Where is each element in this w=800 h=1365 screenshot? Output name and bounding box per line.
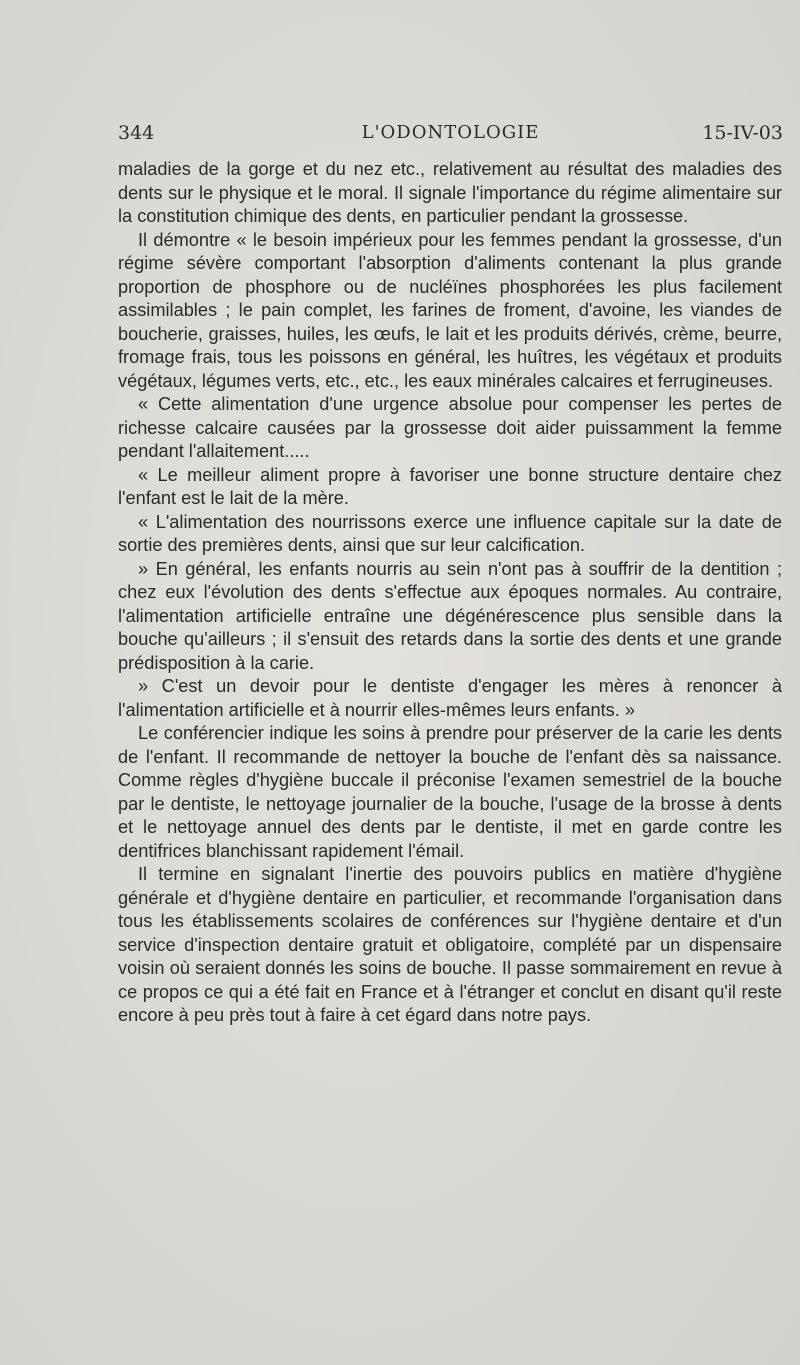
page-number: 344 [118,122,155,144]
article-body [118,158,782,1028]
paragraph-5: « L'alimentation des nourrissons exerce une influence capitale sur la date de sortie des premières dents, ainsi que sur leur calcification. [118,511,782,555]
running-header [118,122,783,152]
paragraph-3: « Cette alimentation d'une urgence absolue pour compenser les pertes de richesse calcaire causées par la grossesse doit aider puissamment la femme pendant l'allaitement..... [118,394,782,461]
journal-title: L'ODONTOLOGIE [361,122,540,143]
paragraph-4: « Le meilleur aliment propre à favoriser une bonne structure dentaire chez l'enfant est le lait de la mère. [118,464,782,508]
issue-date: 15-IV-03 [702,122,783,144]
paragraph-8: Le conférencier indique les soins à prendre pour préserver de la carie les dents de l'enfant. Il recommande de nettoyer la bouche de l'enfant dès sa naissance. Comme règles d'hygiène buccale il préconise l'examen semestriel de la bouche par le dentiste, le nettoyage journalier de la bouche, l'usage de la brosse à dents et le nettoyage annuel des dents par le dentiste, il met en garde contre les dentifrices blanchissant rapidement l'émail. [118,723,782,861]
paragraph-9: Il termine en signalant l'inertie des pouvoirs publics en matière d'hygiène générale et d'hygiène dentaire en particulier, et recommande l'organisation dans tous les établissements scolaires de conférences sur l'hygiène dentaire et d'un service d'inspection dentaire gratuit et obligatoire, complété par un dispensaire voisin où seraient donnés les soins de bouche. Il passe sommairement en revue à ce propos ce qui a été fait en France et à l'étranger et conclut en disant qu'il reste encore à peu près tout à faire à cet égard dans notre pays. [118,864,782,1025]
paragraph-1: maladies de la gorge et du nez etc., relativement au résultat des maladies des dents sur le physique et le moral. Il signale l'importance du régime alimentaire sur la constitution chimique des dents, en particulier pendant la grossesse. [118,159,782,226]
paragraph-7: » C'est un devoir pour le dentiste d'engager les mères à renoncer à l'alimentation artificielle et à nourrir elles-mêmes leurs enfants. » [118,676,782,720]
paragraph-6: » En général, les enfants nourris au sein n'ont pas à souffrir de la dentition ; chez eux l'évolution des dents s'effectue aux époques normales. Au contraire, l'alimentation artificielle entraîne une dégénérescence plus sensible dans la bouche qu'ailleurs ; il s'ensuit des retards dans la sortie des dents et une grande prédisposition à la carie. [118,558,782,673]
paragraph-2: Il démontre « le besoin impérieux pour les femmes pendant la grossesse, d'un régime sévère comportant l'absorption d'aliments contenant la plus grande proportion de phosphore ou de nucléïnes phosphorées les plus facilement assimilables ; le pain complet, les farines de froment, d'avoine, les viandes de boucherie, graisses, huiles, les œufs, le lait et les produits dérivés, crème, beurre, fromage frais, tous les poissons en général, les huîtres, les végétaux et produits végétaux, légumes verts, etc., etc., les eaux minérales calcaires et ferrugineuses. [118,229,782,391]
